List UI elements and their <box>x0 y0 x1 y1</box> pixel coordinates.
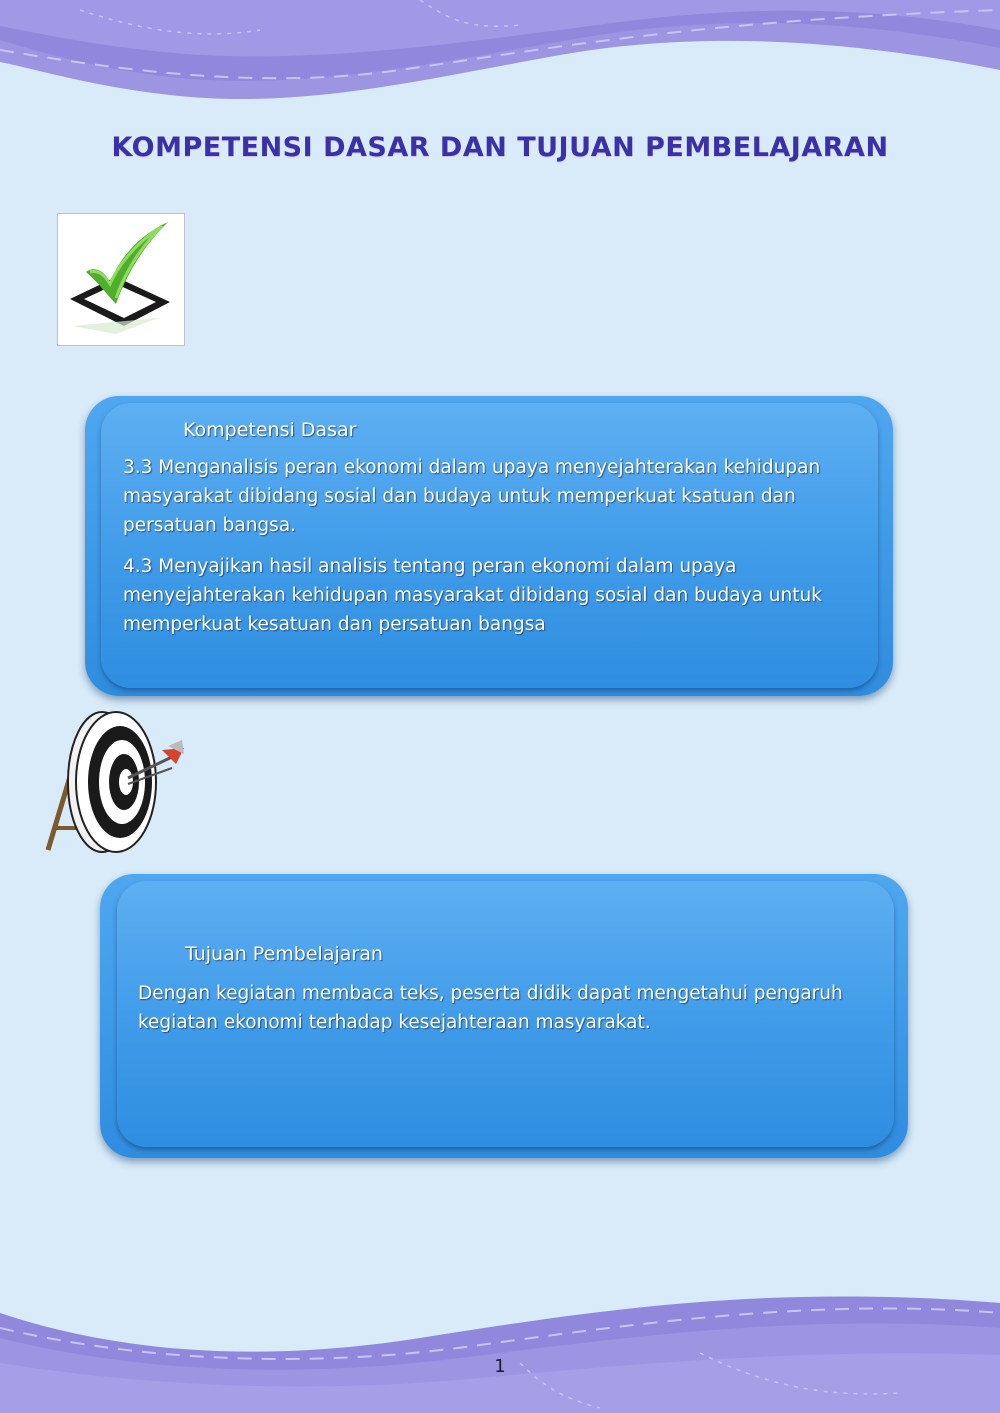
bottom-wave-decoration <box>0 1283 1000 1413</box>
kompetensi-dasar-heading: Kompetensi Dasar <box>183 419 357 441</box>
kompetensi-dasar-card <box>101 403 878 688</box>
kompetensi-dasar-item: 4.3 Menyajikan hasil analisis tentang peran ekonomi dalam upaya menyejahterakan kehidupan masyarakat dibidang sosial dan budaya untuk memperkuat kesatuan dan persatuan bangsa <box>123 556 822 635</box>
top-wave-decoration <box>0 0 1000 110</box>
tujuan-pembelajaran-heading: Tujuan Pembelajaran <box>185 943 383 965</box>
tujuan-pembelajaran-card <box>117 881 894 1147</box>
checkmark-checkbox-icon <box>57 213 185 346</box>
kompetensi-dasar-item: 3.3 Menganalisis peran ekonomi dalam upaya menyejahterakan kehidupan masyarakat dibidang sosial dan budaya untuk memperkuat ksatuan dan persatuan bangsa. <box>123 457 821 536</box>
page-title: KOMPETENSI DASAR DAN TUJUAN PEMBELAJARAN <box>111 132 889 163</box>
archery-target-icon <box>44 710 189 855</box>
page-number: 1 <box>494 1356 506 1377</box>
tujuan-pembelajaran-text: Dengan kegiatan membaca teks, peserta didik dapat mengetahui pengaruh kegiatan ekonomi terhadap kesejahteraan masyarakat. <box>138 983 843 1033</box>
